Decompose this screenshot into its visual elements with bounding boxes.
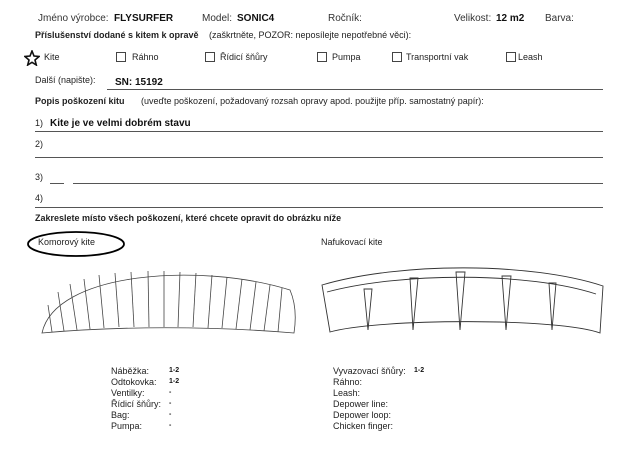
damage-line-3-num: 3) <box>35 172 44 182</box>
size-label: Velikost: <box>454 13 492 24</box>
accessory-label-kite: Kite <box>44 52 60 62</box>
part-label-depower-line: Depower line: <box>333 399 389 409</box>
manufacturer-value[interactable]: FLYSURFER <box>114 13 174 24</box>
diagram-title: Zakreslete místo všech poškození, které chcete opravit do obrázku níže <box>35 213 342 223</box>
accessory-label-bag: Transportní vak <box>406 52 469 62</box>
model-value[interactable]: SONIC4 <box>237 13 275 24</box>
part-label-depower-loop: Depower loop: <box>333 410 392 420</box>
model-label: Model: <box>202 13 233 24</box>
part-label-trailing-edge: Odtokovka: <box>111 377 157 387</box>
accessory-label-rahno: Ráhno <box>132 52 159 62</box>
part-label-bar: Ráhno: <box>333 377 363 387</box>
accessory-label-pump: Pumpa <box>332 52 361 62</box>
part-label-leash: Leash: <box>333 388 361 398</box>
accessories-note: (zaškrtněte, POZOR: neposílejte nepotřebné věci): <box>209 30 412 40</box>
damage-line-2-num: 2) <box>35 139 44 149</box>
accessories-title: Příslušenství dodané s kitem k opravě <box>35 30 199 40</box>
other-label: Další (napište): <box>35 75 96 85</box>
damage-note: (uveďte poškození, požadovaný rozsah opravy apod. použijte příp. samostatný papír): <box>141 96 484 106</box>
damage-title: Popis poškození kitu <box>35 96 125 106</box>
size-value[interactable]: 12 m2 <box>496 13 525 24</box>
manufacturer-label: Jméno výrobce: <box>38 13 109 24</box>
part-label-valves: Ventilky: <box>111 388 145 398</box>
other-value[interactable]: SN: 15192 <box>115 77 163 88</box>
part-value-bridles[interactable]: 1-2 <box>414 367 425 374</box>
part-label-bag: Bag: <box>111 410 130 420</box>
left-caption: Komorový kite <box>38 237 96 247</box>
damage-line-1-text[interactable]: Kite je ve velmi dobrém stavu <box>50 118 191 129</box>
part-value-lines[interactable]: - <box>169 400 172 407</box>
part-value-pump[interactable]: - <box>169 422 172 429</box>
part-label-bridles: Vyvazovací šňůry: <box>333 366 406 376</box>
part-value-leading-edge[interactable]: 1-2 <box>169 367 180 374</box>
color-label: Barva: <box>545 13 574 24</box>
part-label-pump: Pumpa: <box>111 421 143 431</box>
damage-line-1-num: 1) <box>35 118 44 128</box>
right-caption: Nafukovací kite <box>321 237 383 247</box>
accessory-label-leash: Leash <box>518 52 543 62</box>
part-value-trailing-edge[interactable]: 1-2 <box>169 378 180 385</box>
part-label-lines: Řídicí šňůry: <box>111 399 162 409</box>
damage-line-4-num: 4) <box>35 193 44 203</box>
part-label-chicken-finger: Chicken finger: <box>333 421 394 431</box>
part-value-bag[interactable]: - <box>169 411 172 418</box>
part-label-leading-edge: Náběžka: <box>111 366 150 376</box>
accessory-label-lines: Řídicí šňůry <box>220 52 268 62</box>
year-label: Ročník: <box>328 13 362 24</box>
part-value-valves[interactable]: - <box>169 389 172 396</box>
